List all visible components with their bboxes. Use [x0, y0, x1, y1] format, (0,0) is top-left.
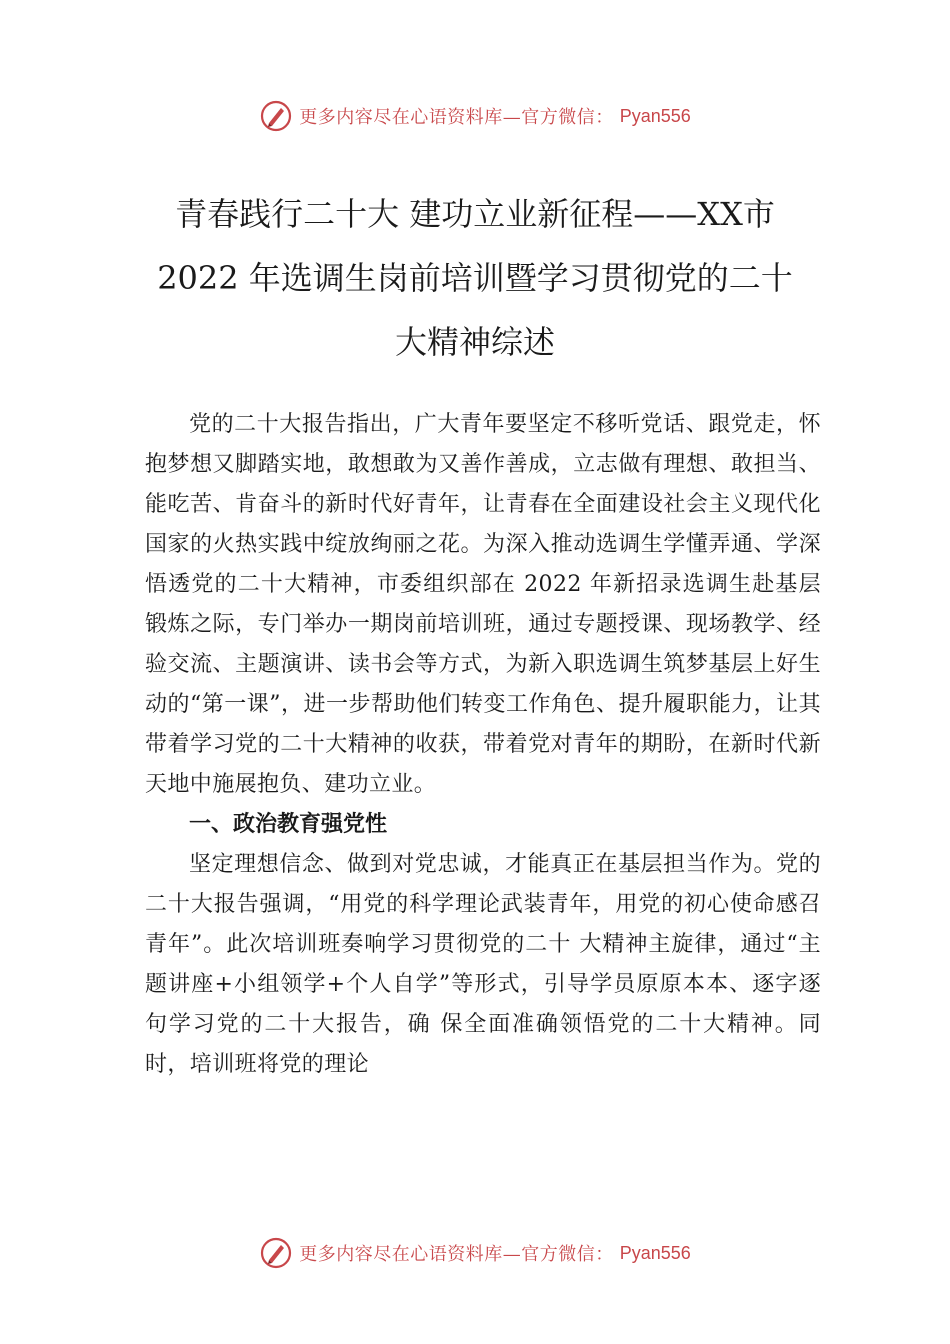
intro-paragraph: 党的二十大报告指出，广大青年要坚定不移听党话、跟党走，怀抱梦想又脚踏实地，敢想敢为又善作善成，立志做有理想、敢担当、能吃苦、肯奋斗的新时代好青年，让青春在全面建设社会主义现代化国家的火热实践中绽放绚丽之花。为深入推动选调生学懂弄通、学深悟透党的二十大精神，市委组织部在 2022 年新招录选调生赴基层锻炼之际，专门举办一期岗前培训班，通过专题授课、现场教学、经验交流、主题演讲、读书会等方式，为新入职选调生筑梦基层上好生动的“第一课”，进一步帮助他们转变工作角色、提升履职能力，让其带着学习党的二十大精神的收获，带着党对青年的期盼，在新时代新天地中施展抱负、建功立业。 — [145, 412, 821, 797]
watermark-contact: Pyan556 — [619, 1242, 691, 1263]
document-title: 青春践行二十大 建功立业新征程——XX市 2022 年选调生岗前培训暨学习贯彻党的二十大精神综述 — [157, 195, 793, 361]
header-watermark — [0, 96, 950, 136]
document-body — [145, 405, 821, 1085]
pen-logo-icon — [259, 1236, 293, 1270]
watermark-text: 更多内容尽在心语资料库—官方微信： — [299, 1244, 614, 1265]
footer-watermark — [0, 1233, 950, 1273]
watermark-contact: Pyan556 — [619, 105, 691, 126]
section-paragraph: 坚定理想信念、做到对党忠诚，才能真正在基层担当作为。党的二十大报告强调，“用党的科学理论武装青年，用党的初心使命感召青年”。此次培训班奏响学习贯彻党的二十 大精神主旋律，通过“主题讲座+小组领学+个人自学”等形式，引导学员原原本本、逐字逐句学习党的二十大报告，确 保全面准确领悟党的二十大精神。同时，培训班将党的理论 — [145, 852, 821, 1077]
pen-logo-icon — [259, 99, 293, 133]
watermark-text: 更多内容尽在心语资料库—官方微信： — [299, 107, 614, 128]
section-heading: 一、政治教育强党性 — [189, 812, 388, 837]
